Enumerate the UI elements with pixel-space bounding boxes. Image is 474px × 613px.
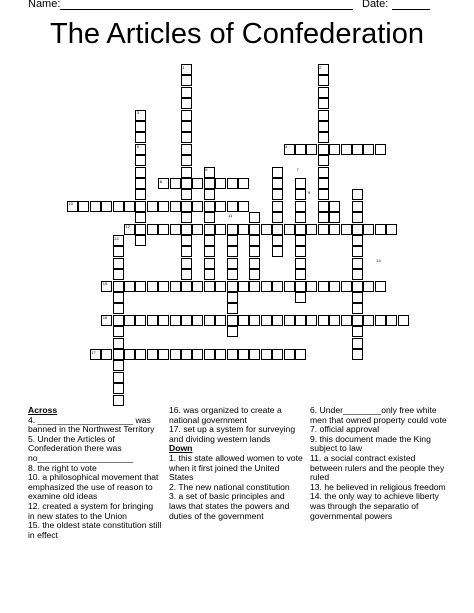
clue-number: 11 xyxy=(228,212,233,218)
crossword-cell[interactable] xyxy=(147,281,158,292)
crossword-cell[interactable] xyxy=(215,224,226,235)
crossword-cell[interactable] xyxy=(192,349,203,360)
crossword-cell[interactable] xyxy=(261,315,272,326)
crossword-cell[interactable] xyxy=(170,224,181,235)
name-label: Name: xyxy=(28,0,61,10)
crossword-cell[interactable] xyxy=(352,201,363,212)
crossword-cell[interactable] xyxy=(352,212,363,223)
crossword-cell[interactable] xyxy=(227,178,238,189)
crossword-cell[interactable] xyxy=(181,349,192,360)
crossword-cell[interactable] xyxy=(158,201,169,212)
crossword-cell[interactable] xyxy=(352,315,363,326)
crossword-cell[interactable] xyxy=(341,144,352,155)
clues-column-3 xyxy=(310,406,448,521)
crossword-cell[interactable] xyxy=(329,224,340,235)
crossword-cell[interactable] xyxy=(124,201,135,212)
crossword-cell[interactable] xyxy=(352,189,363,200)
crossword-cell[interactable] xyxy=(227,258,238,269)
crossword-cell[interactable] xyxy=(113,383,124,394)
crossword-cell[interactable] xyxy=(181,315,192,326)
crossword-cell[interactable] xyxy=(135,212,146,223)
crossword-cell[interactable] xyxy=(318,155,329,166)
clue-number: 9 xyxy=(307,189,311,195)
crossword-cell[interactable] xyxy=(113,395,124,406)
crossword-cell[interactable] xyxy=(352,326,363,337)
crossword-cell[interactable] xyxy=(113,269,124,280)
crossword-cell[interactable] xyxy=(192,281,203,292)
crossword-cell[interactable] xyxy=(158,281,169,292)
crossword-cell[interactable] xyxy=(249,224,260,235)
crossword-cell[interactable] xyxy=(329,315,340,326)
crossword-cell[interactable] xyxy=(215,281,226,292)
crossword-cell[interactable] xyxy=(341,224,352,235)
crossword-cell[interactable] xyxy=(318,315,329,326)
crossword-cell[interactable] xyxy=(147,349,158,360)
crossword-cell[interactable] xyxy=(295,235,306,246)
across-heading: Across xyxy=(28,405,58,415)
crossword-cell[interactable] xyxy=(238,224,249,235)
crossword-cell[interactable] xyxy=(318,98,329,109)
crossword-cell[interactable] xyxy=(352,246,363,257)
crossword-cell[interactable] xyxy=(318,189,329,200)
clue-item: 16. was organized to create a national government xyxy=(169,405,282,425)
crossword-cell[interactable] xyxy=(238,315,249,326)
crossword-cell[interactable] xyxy=(238,349,249,360)
crossword-cell[interactable] xyxy=(272,167,283,178)
crossword-cell[interactable] xyxy=(261,281,272,292)
crossword-cell[interactable] xyxy=(78,201,89,212)
clue-number: 10 xyxy=(68,201,73,207)
crossword-cell[interactable] xyxy=(306,224,317,235)
crossword-cell[interactable] xyxy=(124,349,135,360)
crossword-cell[interactable] xyxy=(352,292,363,303)
crossword-cell[interactable] xyxy=(204,235,215,246)
crossword-cell[interactable] xyxy=(295,178,306,189)
clue-number: 6 xyxy=(205,167,208,173)
crossword-cell[interactable] xyxy=(101,201,112,212)
down-heading: Down xyxy=(169,443,193,454)
crossword-cell[interactable] xyxy=(249,246,260,257)
crossword-cell[interactable] xyxy=(329,212,340,223)
crossword-cell[interactable] xyxy=(204,246,215,257)
crossword-cell[interactable] xyxy=(352,235,363,246)
clue-number: 2 xyxy=(319,64,322,70)
crossword-cell[interactable] xyxy=(272,281,283,292)
clue-item: 7. official approval xyxy=(310,424,380,435)
crossword-cell[interactable] xyxy=(147,315,158,326)
crossword-cell[interactable] xyxy=(181,144,192,155)
crossword-cell[interactable] xyxy=(204,178,215,189)
crossword-cell[interactable] xyxy=(113,372,124,383)
crossword-cell[interactable] xyxy=(135,315,146,326)
clue-item: 8. the right to vote xyxy=(28,462,97,473)
crossword-cell[interactable] xyxy=(363,224,374,235)
crossword-cell[interactable] xyxy=(204,258,215,269)
crossword-cell[interactable] xyxy=(284,281,295,292)
crossword-cell[interactable] xyxy=(386,224,397,235)
crossword-cell[interactable] xyxy=(227,269,238,280)
crossword-cell[interactable] xyxy=(181,87,192,98)
crossword-cell[interactable] xyxy=(272,201,283,212)
crossword-cell[interactable] xyxy=(227,224,238,235)
crossword-cell[interactable] xyxy=(192,224,203,235)
crossword-cell[interactable] xyxy=(227,201,238,212)
crossword-cell[interactable] xyxy=(249,349,260,360)
crossword-cell[interactable] xyxy=(113,326,124,337)
clue-number: 3 xyxy=(136,110,140,116)
crossword-cell[interactable] xyxy=(284,224,295,235)
crossword-cell[interactable] xyxy=(238,201,249,212)
crossword-cell[interactable] xyxy=(249,315,260,326)
crossword-cell[interactable] xyxy=(170,315,181,326)
crossword-cell[interactable] xyxy=(318,212,329,223)
crossword-cell[interactable] xyxy=(352,349,363,360)
crossword-cell[interactable] xyxy=(204,269,215,280)
clue-item: 1. this state allowed women to vote when it first joined the United States xyxy=(169,452,303,483)
crossword-cell[interactable] xyxy=(329,281,340,292)
crossword-cell[interactable] xyxy=(135,224,146,235)
crossword-cell[interactable] xyxy=(375,144,386,155)
clue-item: 5. Under the Articles of Confederation there was no____________________ xyxy=(28,433,134,463)
crossword-cell[interactable] xyxy=(181,235,192,246)
crossword-cell[interactable] xyxy=(113,292,124,303)
crossword-cell[interactable] xyxy=(158,315,169,326)
crossword-cell[interactable] xyxy=(272,246,283,257)
crossword-cell[interactable] xyxy=(181,75,192,86)
clue-item: 9. this document made the King subject to law xyxy=(310,433,431,454)
crossword-cell[interactable] xyxy=(192,201,203,212)
page-title: The Articles of Confederation xyxy=(50,18,424,50)
crossword-cell[interactable] xyxy=(329,144,340,155)
clue-item: 13. he believed in religious freedom xyxy=(310,481,446,492)
clue-number: 13 xyxy=(114,235,119,241)
crossword-cell[interactable] xyxy=(318,224,329,235)
crossword-cell[interactable] xyxy=(227,292,238,303)
crossword-cell[interactable] xyxy=(272,212,283,223)
crossword-cell[interactable] xyxy=(135,189,146,200)
clues-column-1 xyxy=(28,406,162,540)
crossword-cell[interactable] xyxy=(135,155,146,166)
clue-item: 2. The new national constitution xyxy=(169,481,290,492)
crossword-cell[interactable] xyxy=(135,121,146,132)
crossword-cell[interactable] xyxy=(113,349,124,360)
crossword-cell[interactable] xyxy=(295,224,306,235)
crossword-cell[interactable] xyxy=(318,121,329,132)
crossword-cell[interactable] xyxy=(135,132,146,143)
crossword-cell[interactable] xyxy=(181,201,192,212)
crossword-cell[interactable] xyxy=(352,303,363,314)
crossword-cell[interactable] xyxy=(170,178,181,189)
crossword-cell[interactable] xyxy=(192,315,203,326)
crossword-cell[interactable] xyxy=(181,224,192,235)
crossword-cell[interactable] xyxy=(113,246,124,257)
crossword-cell[interactable] xyxy=(363,315,374,326)
crossword-cell[interactable] xyxy=(363,144,374,155)
crossword-cell[interactable] xyxy=(113,281,124,292)
clue-item: 11. a social contract existed between rulers and the people they ruled xyxy=(310,452,445,483)
crossword-cell[interactable] xyxy=(135,349,146,360)
crossword-cell[interactable] xyxy=(135,167,146,178)
crossword-cell[interactable] xyxy=(192,178,203,189)
crossword-cell[interactable] xyxy=(135,178,146,189)
crossword-cell[interactable] xyxy=(398,315,409,326)
crossword-cell[interactable] xyxy=(272,189,283,200)
crossword-cell[interactable] xyxy=(227,281,238,292)
crossword-cell[interactable] xyxy=(227,326,238,337)
crossword-cell[interactable] xyxy=(249,235,260,246)
clue-number: 16 xyxy=(102,315,108,321)
clue-number: 14 xyxy=(376,258,381,264)
crossword-cell[interactable] xyxy=(295,349,306,360)
crossword-cell[interactable] xyxy=(101,349,112,360)
crossword-cell[interactable] xyxy=(170,281,181,292)
crossword-cell[interactable] xyxy=(204,189,215,200)
crossword-cell[interactable] xyxy=(90,201,101,212)
crossword-cell[interactable] xyxy=(170,201,181,212)
crossword-cell[interactable] xyxy=(295,144,306,155)
crossword-cell[interactable] xyxy=(249,258,260,269)
clue-number: 17 xyxy=(91,349,96,355)
crossword-cell[interactable] xyxy=(181,167,192,178)
crossword-cell[interactable] xyxy=(147,201,158,212)
crossword-cell[interactable] xyxy=(306,281,317,292)
crossword-cell[interactable] xyxy=(375,281,386,292)
crossword-cell[interactable] xyxy=(284,349,295,360)
crossword-cell[interactable] xyxy=(215,201,226,212)
crossword-cell[interactable] xyxy=(227,246,238,257)
crossword-cell[interactable] xyxy=(204,281,215,292)
crossword-cell[interactable] xyxy=(352,269,363,280)
crossword-cell[interactable] xyxy=(204,315,215,326)
crossword-cell[interactable] xyxy=(170,349,181,360)
crossword-cell[interactable] xyxy=(386,315,397,326)
crossword-cell[interactable] xyxy=(318,178,329,189)
crossword-cell[interactable] xyxy=(181,121,192,132)
crossword-cell[interactable] xyxy=(295,281,306,292)
clue-number: 4 xyxy=(285,144,288,150)
crossword-cell[interactable] xyxy=(318,75,329,86)
clue-item: 12. created a system for bringing in new states to the Union xyxy=(28,500,154,521)
crossword-cell[interactable] xyxy=(204,212,215,223)
crossword-cell[interactable] xyxy=(215,178,226,189)
crossword-cell[interactable] xyxy=(295,292,306,303)
crossword-cell[interactable] xyxy=(272,315,283,326)
crossword-cell[interactable] xyxy=(181,258,192,269)
clue-number: 12 xyxy=(125,224,130,230)
crossword-cell[interactable] xyxy=(318,87,329,98)
crossword-cell[interactable] xyxy=(341,281,352,292)
crossword-cell[interactable] xyxy=(295,315,306,326)
crossword-cell[interactable] xyxy=(375,224,386,235)
crossword-cell[interactable] xyxy=(181,178,192,189)
date-label: Date: xyxy=(362,0,389,10)
crossword-cell[interactable] xyxy=(135,201,146,212)
crossword-cell[interactable] xyxy=(113,315,124,326)
clue-number: 5 xyxy=(136,144,140,150)
crossword-cell[interactable] xyxy=(295,189,306,200)
clue-item: 6. Under________only free white men that owned property could vote xyxy=(310,405,447,425)
crossword-cell[interactable] xyxy=(352,258,363,269)
crossword-cell[interactable] xyxy=(318,132,329,143)
crossword-cell[interactable] xyxy=(135,281,146,292)
crossword-cell[interactable] xyxy=(249,281,260,292)
crossword-cell[interactable] xyxy=(318,110,329,121)
clue-number: 7 xyxy=(296,167,299,173)
crossword-cell[interactable] xyxy=(318,167,329,178)
crossword-cell[interactable] xyxy=(204,224,215,235)
clue-item: 4. ____________________ was banned in the Northwest Territory xyxy=(28,414,155,435)
crossword-cell[interactable] xyxy=(318,201,329,212)
crossword-cell[interactable] xyxy=(158,349,169,360)
crossword-cell[interactable] xyxy=(147,224,158,235)
crossword-cell[interactable] xyxy=(272,235,283,246)
crossword-cell[interactable] xyxy=(249,269,260,280)
clue-item: 3. a set of basic principles and laws that states the powers and duties of the government xyxy=(169,491,290,521)
clue-item: 15. the oldest state constitution still in effect xyxy=(28,520,162,540)
crossword-cell[interactable] xyxy=(318,144,329,155)
crossword-cell[interactable] xyxy=(181,212,192,223)
clue-number: 1 xyxy=(182,64,185,70)
clue-number: 15 xyxy=(102,281,108,287)
crossword-cell[interactable] xyxy=(181,189,192,200)
crossword-cell[interactable] xyxy=(295,269,306,280)
crossword-cell[interactable] xyxy=(181,98,192,109)
crossword-cell[interactable] xyxy=(113,303,124,314)
crossword-cell[interactable] xyxy=(113,258,124,269)
crossword-cell[interactable] xyxy=(249,212,260,223)
crossword-cell[interactable] xyxy=(375,315,386,326)
crossword-cell[interactable] xyxy=(272,178,283,189)
crossword-cell[interactable] xyxy=(284,315,295,326)
crossword-cell[interactable] xyxy=(181,132,192,143)
crossword-cell[interactable] xyxy=(227,349,238,360)
crossword-cell[interactable] xyxy=(272,349,283,360)
crossword-cell[interactable] xyxy=(227,315,238,326)
crossword-cell[interactable] xyxy=(204,201,215,212)
crossword-cell[interactable] xyxy=(215,315,226,326)
crossword-cell[interactable] xyxy=(352,144,363,155)
clue-item: 14. the only way to achieve liberty was through the separatio of governmental powers xyxy=(310,491,439,521)
crossword-cell[interactable] xyxy=(113,338,124,349)
crossword-cell[interactable] xyxy=(204,349,215,360)
clues-column-2 xyxy=(169,406,303,521)
crossword-cell[interactable] xyxy=(124,281,135,292)
crossword-cell[interactable] xyxy=(181,281,192,292)
crossword-cell[interactable] xyxy=(295,212,306,223)
crossword-cell[interactable] xyxy=(238,178,249,189)
crossword-cell[interactable] xyxy=(295,258,306,269)
crossword-cell[interactable] xyxy=(158,224,169,235)
crossword-cell[interactable] xyxy=(215,349,226,360)
crossword-cell[interactable] xyxy=(295,246,306,257)
crossword-cell[interactable] xyxy=(352,338,363,349)
crossword-cell[interactable] xyxy=(261,224,272,235)
crossword-cell[interactable] xyxy=(272,224,283,235)
crossword-cell[interactable] xyxy=(363,281,374,292)
crossword-cell[interactable] xyxy=(181,246,192,257)
crossword-cell[interactable] xyxy=(352,224,363,235)
clues-section xyxy=(0,406,474,606)
crossword-cell[interactable] xyxy=(306,144,317,155)
crossword-cell[interactable] xyxy=(261,349,272,360)
crossword-cell[interactable] xyxy=(181,110,192,121)
crossword-cell[interactable] xyxy=(113,201,124,212)
crossword-cell[interactable] xyxy=(341,315,352,326)
crossword-cell[interactable] xyxy=(124,315,135,326)
crossword-cell[interactable] xyxy=(329,201,340,212)
clue-number: 8 xyxy=(159,178,162,184)
crossword-cell[interactable] xyxy=(113,360,124,371)
crossword-cell[interactable] xyxy=(306,315,317,326)
crossword-cell[interactable] xyxy=(135,235,146,246)
crossword-cell[interactable] xyxy=(238,281,249,292)
crossword-cell[interactable] xyxy=(181,269,192,280)
crossword-cell[interactable] xyxy=(295,201,306,212)
crossword-cell[interactable] xyxy=(181,155,192,166)
clue-item: 17. set up a system for surveying and dividing western lands xyxy=(169,424,296,444)
crossword-cell[interactable] xyxy=(318,281,329,292)
crossword-cell[interactable] xyxy=(227,235,238,246)
crossword-cell[interactable] xyxy=(227,303,238,314)
crossword-cell[interactable] xyxy=(352,281,363,292)
clue-item: 10. a philosophical movement that emphasized the use of reason to examine old ideas xyxy=(28,472,159,502)
